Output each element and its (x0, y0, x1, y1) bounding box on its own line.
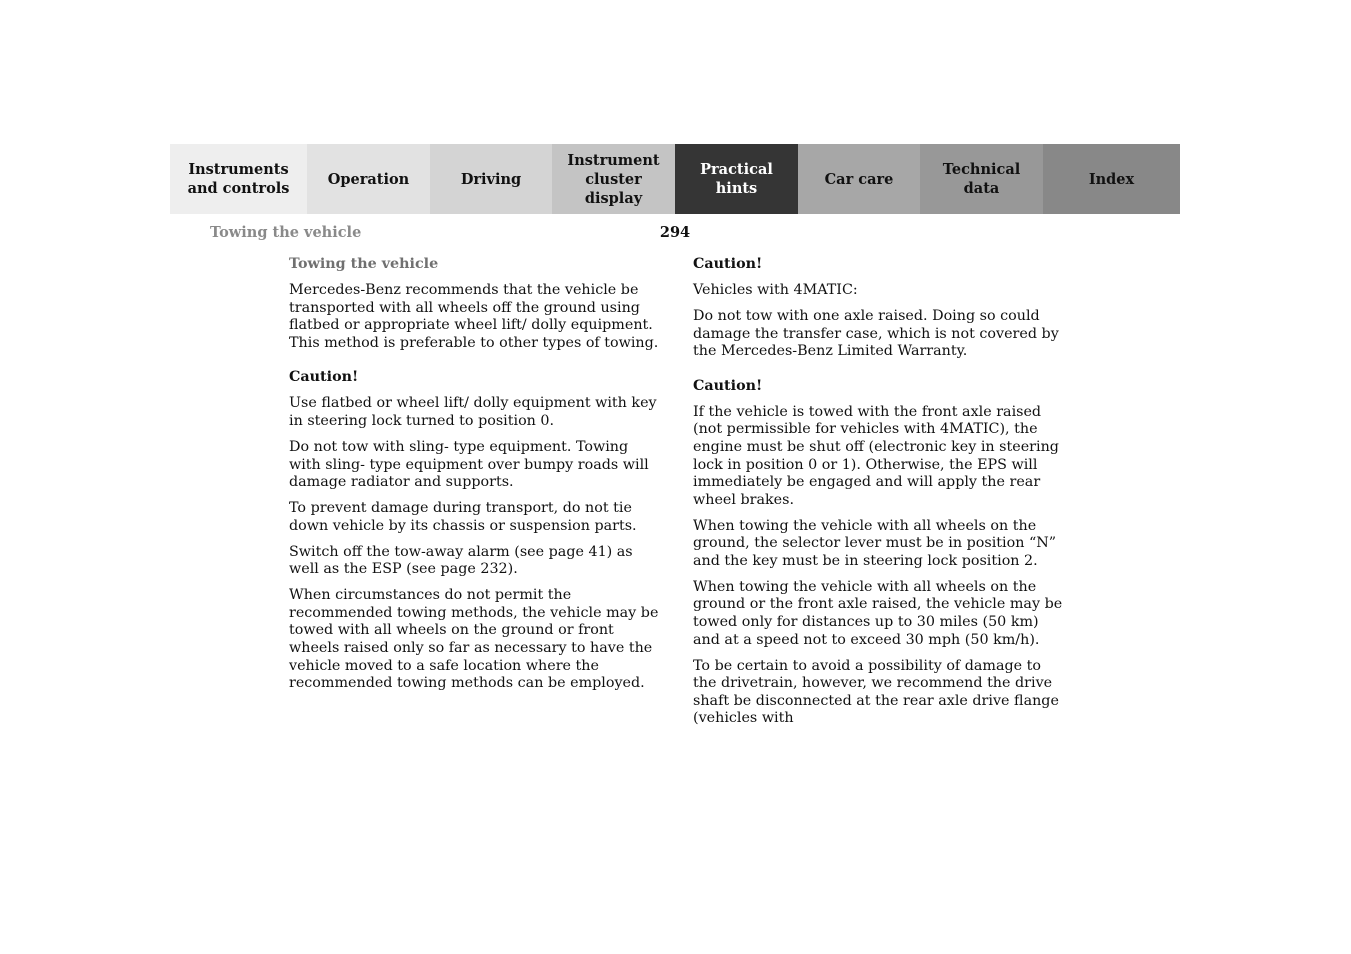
tab-label: Car care (824, 170, 894, 188)
page-number: 294 (659, 224, 691, 241)
tab-technical-data[interactable] (920, 144, 1043, 214)
tab-label: Instrument cluster display (567, 151, 660, 207)
body-paragraph: If the vehicle is towed with the front axle raised (not permissible for vehicles with 4MATIC), the engine must be shut off (electronic key in steering lock in position 0 or 1). Otherwise, the EPS will immediately be engaged and will apply the rear wheel brakes. (693, 403, 1059, 508)
tab-label: Practical hints (700, 161, 773, 197)
body-paragraph: Do not tow with sling- type equipment. Towing with sling- type equipment over bumpy roads will damage radiator and supports. (289, 438, 649, 491)
tab-label: Operation (327, 170, 410, 188)
right-column (693, 256, 1065, 736)
caution-heading: Caution! (289, 369, 359, 386)
body-paragraph: Use flatbed or wheel lift/ dolly equipment with key in steering lock turned to position 0. (289, 395, 657, 429)
tab-label: Driving (460, 170, 522, 188)
tab-driving[interactable] (430, 144, 552, 214)
tab-instruments-and-controls[interactable] (170, 144, 307, 214)
section-tab-bar (170, 144, 1180, 214)
left-column (289, 256, 661, 701)
tab-label: Index (1088, 170, 1135, 188)
tab-car-care[interactable] (798, 144, 920, 214)
caution-text: Do not tow with one axle raised. Doing so could damage the transfer case, which is not covered by the Mercedes-Benz Limited Warranty. (693, 307, 1059, 360)
running-title: Towing the vehicle (210, 224, 362, 241)
caution-heading: Caution! (693, 256, 763, 272)
tab-practical-hints[interactable] (675, 144, 798, 214)
body-paragraph: Switch off the tow-away alarm (see page 41) as well as the ESP (see page 232). (289, 543, 633, 578)
body-paragraph: When towing the vehicle with all wheels on the ground or the front axle raised, the vehicle may be towed only for distances up to 30 miles (50 km) and at a speed not to exceed 30 mph (50 km/h). (693, 578, 1063, 648)
body-paragraph: When towing the vehicle with all wheels on the ground, the selector lever must be in position “N” and the key must be in steering lock position 2. (693, 517, 1057, 569)
body-paragraph: To be certain to avoid a possibility of damage to the drivetrain, however, we recommend the drive shaft be disconnected at the rear axle drive flange (vehicles with (693, 657, 1059, 727)
caution-heading: Caution! (693, 377, 763, 394)
intro-paragraph: Mercedes-Benz recommends that the vehicle be transported with all wheels off the ground using flatbed or appropriate wheel lift/ dolly equipment. This method is preferable to other types of towing. (289, 281, 659, 351)
tab-instrument-cluster-display[interactable] (552, 144, 675, 214)
body-paragraph: When circumstances do not permit the recommended towing methods, the vehicle may be towed with all wheels on the ground or front wheels raised only so far as necessary to have the vehicle moved to a safe location where the recommended towing methods can be employed. (289, 587, 659, 692)
tab-label: Instruments and controls (187, 161, 290, 197)
body-paragraph: To prevent damage during transport, do not tie down vehicle by its chassis or suspension parts. (289, 500, 637, 534)
tab-label: Technical data (942, 161, 1021, 197)
section-heading: Towing the vehicle (289, 256, 439, 272)
caution-subtitle: Vehicles with 4MATIC: (693, 281, 858, 298)
tab-index[interactable] (1043, 144, 1180, 214)
tab-operation[interactable] (307, 144, 430, 214)
